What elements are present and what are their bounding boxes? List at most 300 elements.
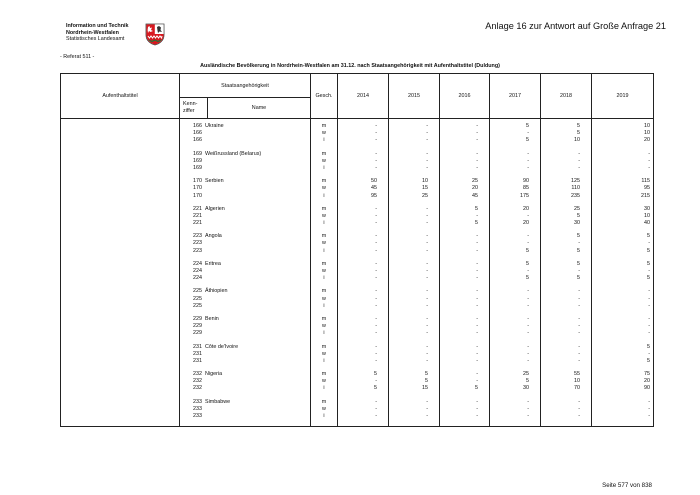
kennziffer: 166 [193,123,202,129]
value: 30 [644,205,650,212]
header-kennziffer [180,98,208,119]
kennziffer: 224 [193,275,202,282]
country-name: Eritrea [205,260,221,267]
value: 115 [641,178,650,185]
value: - [426,398,428,405]
value-cell-2018 [541,371,592,399]
geschlecht-value: w [322,295,326,302]
geschlecht-value: i [323,330,325,337]
value-cell-2018 [541,233,592,261]
kennziffer: 169 [193,150,202,157]
value-cell-2017 [490,371,541,399]
kennziffer: 169 [193,157,202,164]
aufenthaltstitel-cell [61,119,180,151]
value: - [476,150,478,157]
value: - [578,343,580,350]
value: - [527,164,529,171]
value: 5 [647,233,650,240]
geschlecht-value: w [322,157,326,164]
geschlecht-value: i [323,192,325,199]
value: 45 [371,185,377,192]
aufenthaltstitel-cell [61,344,180,372]
value: - [527,212,529,219]
value: - [578,288,580,295]
value: - [648,405,650,412]
geschlecht-cell [311,151,338,179]
value: 10 [422,178,428,185]
value: - [476,288,478,295]
value: - [476,212,478,219]
value: - [426,137,428,144]
geschlecht-value: w [322,212,326,219]
geschlecht-value: i [323,357,325,364]
value: - [578,268,580,274]
kennziffer: 232 [193,371,202,378]
value-cell-2018 [541,288,592,316]
value: 95 [371,192,377,199]
geschlecht-cell [311,399,338,427]
geschlecht-value: m [321,288,327,295]
table-row-170 [61,178,654,206]
geschlecht-value: w [322,130,326,137]
value: - [648,398,650,405]
geschlecht-value: i [323,385,325,392]
header-kennziffer-line1: Kenn- [183,101,198,107]
value: - [476,315,478,322]
table-row-233 [61,399,654,427]
value: - [527,413,529,419]
value: - [578,398,580,405]
value: - [476,130,478,137]
value: 90 [644,385,650,392]
value-cell-2014 [338,344,389,372]
value: 5 [475,385,478,392]
value: 5 [647,357,650,364]
value: 70 [574,385,580,392]
value: - [426,413,428,419]
value-cell-2019 [592,399,654,427]
value: - [648,315,650,322]
value: 5 [577,130,580,137]
value: 15 [422,385,428,392]
value: - [375,350,377,357]
value: 20 [644,137,650,144]
geschlecht-value: m [321,178,327,185]
referat-label: - Referat 511 - [60,54,95,60]
data-table [60,73,654,427]
value-cell-2017 [490,206,541,234]
country-name: Algerien [205,205,225,212]
value-cell-2017 [490,119,541,151]
aufenthaltstitel-cell [61,261,180,289]
kennziffer: 223 [193,233,202,240]
aufenthaltstitel-cell [61,316,180,344]
geschlecht-value: w [322,323,326,330]
value: 5 [647,343,650,350]
value: - [375,247,377,254]
value: - [578,357,580,364]
country-cell [180,316,311,344]
value: - [648,330,650,337]
value: 5 [577,275,580,282]
geschlecht-value: i [323,275,325,282]
value-cell-2018 [541,316,592,344]
value: 95 [644,185,650,192]
geschlecht-cell [311,316,338,344]
value: 5 [374,385,377,392]
geschlecht-cell [311,233,338,261]
value: 10 [644,212,650,219]
value: - [578,350,580,357]
value-cell-2019 [592,288,654,316]
header-year-2014: 2014 [338,74,389,119]
value-cell-2016 [440,151,490,179]
value: 25 [472,178,478,185]
org-line-1: Information und Technik [66,23,129,29]
value-cell-2016 [440,399,490,427]
table-row-225 [61,288,654,316]
geschlecht-value: m [321,205,327,212]
value: - [375,212,377,219]
value: - [426,150,428,157]
header-year-2015: 2015 [389,74,440,119]
value: 5 [526,137,529,144]
kennziffer: 223 [193,247,202,254]
country-name: Simbabwe [205,398,231,405]
value: - [375,275,377,282]
value: 25 [422,192,428,199]
value: - [476,260,478,267]
value: - [426,130,428,137]
kennziffer: 232 [193,378,202,385]
kennziffer: 231 [193,357,202,364]
value-cell-2014 [338,151,389,179]
value: - [476,275,478,282]
value: - [527,233,529,240]
value-cell-2015 [389,178,440,206]
aufenthaltstitel-cell [61,399,180,427]
value: - [527,323,529,330]
value-cell-2017 [490,261,541,289]
value: 5 [577,247,580,254]
value: - [648,157,650,164]
geschlecht-value: i [323,247,325,254]
kennziffer: 169 [193,164,202,171]
geschlecht-value: m [321,123,327,129]
value: - [476,378,478,385]
kennziffer: 233 [193,405,202,412]
kennziffer: 223 [193,240,202,247]
value: - [648,323,650,330]
value: - [578,157,580,164]
page-number: Seite 577 von 838 [602,482,652,489]
geschlecht-value: m [321,315,327,322]
value-cell-2014 [338,371,389,399]
value-cell-2015 [389,344,440,372]
kennziffer: 231 [193,350,202,357]
value: - [426,330,428,337]
geschlecht-value: w [322,185,326,192]
value: 30 [523,385,529,392]
value: 5 [526,123,529,129]
value: - [375,164,377,171]
value: - [578,315,580,322]
header-year-2019: 2019 [592,74,654,119]
value: - [426,268,428,274]
value: 5 [475,205,478,212]
value: - [375,378,377,385]
geschlecht-cell [311,206,338,234]
value: - [578,302,580,309]
kennziffer: 232 [193,385,202,392]
aufenthaltstitel-cell [61,206,180,234]
value-cell-2014 [338,261,389,289]
value: 25 [574,205,580,212]
value: - [375,330,377,337]
value: - [476,398,478,405]
document-heading: Anlage 16 zur Antwort auf Große Anfrage 21 [485,21,666,31]
header-year-2017: 2017 [490,74,541,119]
table-row-232 [61,371,654,399]
value: - [578,323,580,330]
value: - [426,164,428,171]
value: - [476,295,478,302]
value-cell-2014 [338,316,389,344]
value: - [527,295,529,302]
value-cell-2014 [338,119,389,151]
value: - [426,240,428,247]
kennziffer: 166 [193,137,202,144]
value: - [476,323,478,330]
value: - [375,233,377,240]
kennziffer: 224 [193,268,202,274]
value: - [426,275,428,282]
table-row-224 [61,261,654,289]
header-year-2016: 2016 [440,74,490,119]
value: - [375,137,377,144]
value: - [426,205,428,212]
country-cell [180,178,311,206]
value-cell-2018 [541,261,592,289]
geschlecht-value: w [322,268,326,274]
value-cell-2015 [389,288,440,316]
value: 20 [523,205,529,212]
value: - [426,295,428,302]
kennziffer: 229 [193,330,202,337]
value: 5 [526,247,529,254]
value: - [375,343,377,350]
value: 20 [644,378,650,385]
value-cell-2017 [490,233,541,261]
value: 20 [523,220,529,227]
value-cell-2014 [338,233,389,261]
value: - [476,240,478,247]
value: - [648,350,650,357]
value: - [476,164,478,171]
aufenthaltstitel-cell [61,288,180,316]
value: - [527,350,529,357]
value-cell-2015 [389,316,440,344]
value-cell-2017 [490,288,541,316]
value: - [375,220,377,227]
kennziffer: 166 [193,130,202,137]
value: 5 [475,220,478,227]
value-cell-2019 [592,151,654,179]
value-cell-2015 [389,261,440,289]
value: - [527,268,529,274]
value: - [648,164,650,171]
kennziffer: 231 [193,343,202,350]
value: - [375,240,377,247]
geschlecht-cell [311,371,338,399]
kennziffer: 221 [193,220,202,227]
value: - [578,413,580,419]
value: - [648,302,650,309]
value: - [375,413,377,419]
value-cell-2016 [440,119,490,151]
value: - [426,123,428,129]
value: - [578,405,580,412]
aufenthaltstitel-cell [61,178,180,206]
value-cell-2018 [541,206,592,234]
geschlecht-cell [311,344,338,372]
value-cell-2017 [490,151,541,179]
kennziffer: 233 [193,398,202,405]
value: - [476,123,478,129]
value: - [426,405,428,412]
geschlecht-value: m [321,371,327,378]
value-cell-2015 [389,371,440,399]
country-cell [180,399,311,427]
value-cell-2016 [440,261,490,289]
value-cell-2015 [389,233,440,261]
value-cell-2019 [592,316,654,344]
country-name: Äthiopien [205,288,228,295]
kennziffer: 170 [193,192,202,199]
value: - [527,330,529,337]
value: - [375,295,377,302]
value: - [476,233,478,240]
value: - [578,330,580,337]
value: - [426,315,428,322]
value-cell-2019 [592,261,654,289]
value: 55 [574,371,580,378]
value: - [527,157,529,164]
kennziffer: 221 [193,205,202,212]
value: - [375,405,377,412]
value-cell-2014 [338,206,389,234]
value: 5 [526,378,529,385]
value-cell-2016 [440,316,490,344]
value: - [476,137,478,144]
value: 30 [574,220,580,227]
value-cell-2014 [338,399,389,427]
table-row-229 [61,316,654,344]
country-cell [180,344,311,372]
value-cell-2019 [592,371,654,399]
value: 5 [526,275,529,282]
geschlecht-value: m [321,233,327,240]
country-cell [180,119,311,151]
value-cell-2018 [541,178,592,206]
organization-name [66,23,129,43]
table-row-223 [61,233,654,261]
header-kennziffer-line2: ziffer [183,108,195,114]
value: - [527,150,529,157]
value: 5 [577,233,580,240]
value: 5 [425,371,428,378]
value: - [476,413,478,419]
value: 175 [520,192,529,199]
value-cell-2019 [592,206,654,234]
value: - [476,330,478,337]
value: - [648,295,650,302]
value: 5 [577,123,580,129]
value: - [375,150,377,157]
value: - [578,164,580,171]
kennziffer: 225 [193,302,202,309]
value: 90 [523,178,529,185]
kennziffer: 170 [193,178,202,185]
value-cell-2018 [541,344,592,372]
table-row-169 [61,151,654,179]
value: 235 [571,192,580,199]
org-line-3: Statistisches Landesamt [66,36,125,43]
geschlecht-value: m [321,260,327,267]
value: 10 [644,123,650,129]
geschlecht-value: w [322,378,326,385]
value: - [375,157,377,164]
value-cell-2017 [490,344,541,372]
value-cell-2016 [440,178,490,206]
value: - [426,288,428,295]
geschlecht-cell [311,119,338,151]
table-row-221 [61,206,654,234]
value: - [476,343,478,350]
value: - [476,405,478,412]
value: 5 [577,260,580,267]
country-cell [180,261,311,289]
geschlecht-value: m [321,398,327,405]
aufenthaltstitel-cell [61,233,180,261]
value-cell-2019 [592,178,654,206]
table-row-231 [61,344,654,372]
value: - [426,212,428,219]
table-row-166 [61,119,654,151]
value: - [375,288,377,295]
kennziffer: 224 [193,260,202,267]
kennziffer: 233 [193,413,202,419]
value: - [375,315,377,322]
value: 25 [523,371,529,378]
value: - [375,323,377,330]
header-aufenthaltstitel: Aufenthaltstitel [61,74,180,119]
table-title: Ausländische Bevölkerung in Nordrhein-Westfalen am 31.12. nach Staatsangehörigkeit mit Aufenthaltstitel (Duldung) [200,63,500,69]
aufenthaltstitel-cell [61,151,180,179]
value: - [476,357,478,364]
value-cell-2018 [541,399,592,427]
value: - [578,150,580,157]
value-cell-2016 [440,288,490,316]
value: - [375,268,377,274]
value-cell-2016 [440,206,490,234]
value: - [476,302,478,309]
value-cell-2014 [338,288,389,316]
value: - [375,130,377,137]
country-name: Côte de'Ivoire [205,343,239,350]
value-cell-2015 [389,206,440,234]
value-cell-2018 [541,151,592,179]
